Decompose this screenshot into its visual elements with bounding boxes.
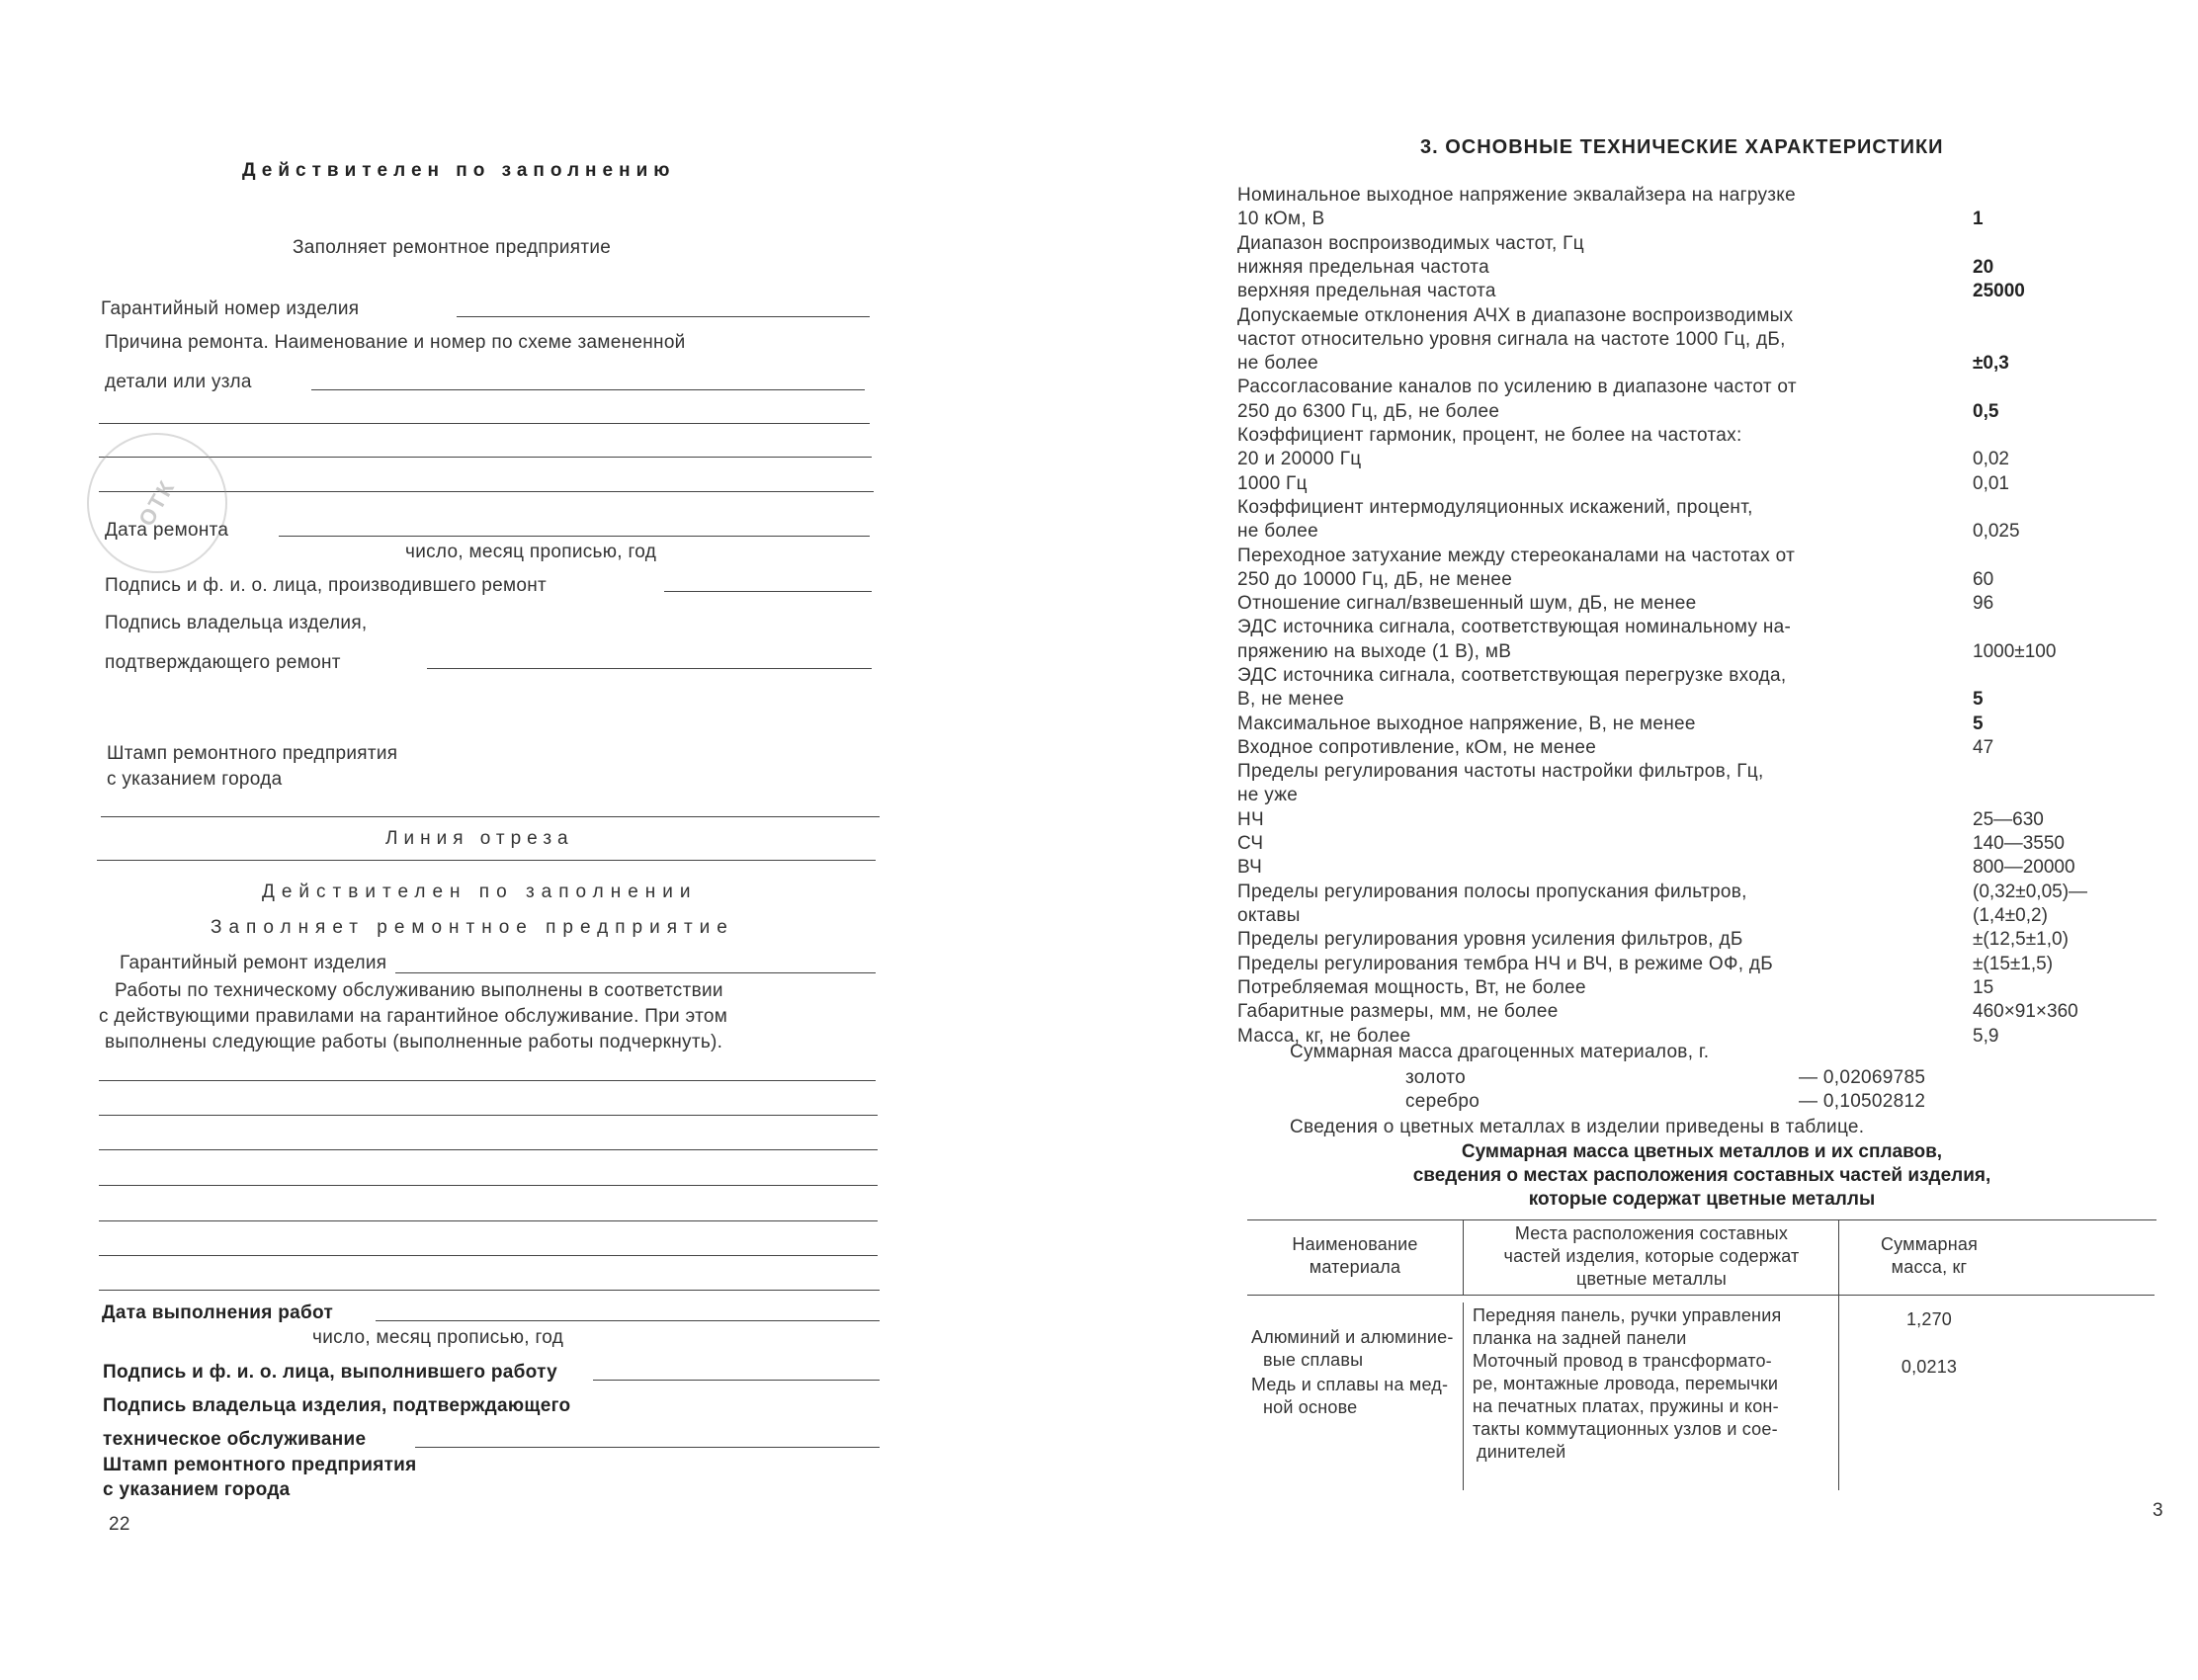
- spec-value: 1000±100: [1973, 640, 2057, 662]
- reason-line2: детали или узла: [105, 372, 252, 392]
- spec-label-line: Потребляемая мощность, Вт, не более: [1237, 976, 1586, 998]
- repair-date-label: Дата ремонта: [105, 520, 229, 541]
- spec-value: 0,02: [1973, 449, 2009, 470]
- reason-field-3[interactable]: [99, 457, 872, 458]
- works-field-5[interactable]: [99, 1220, 878, 1221]
- spec-label-line: ВЧ: [1237, 857, 1263, 879]
- warranty-number-field[interactable]: [457, 316, 870, 317]
- spec-value: 460×91×360: [1973, 1001, 2078, 1023]
- spec-row: [1237, 664, 1959, 713]
- owner-confirm-line2: техническое обслуживание: [103, 1429, 367, 1450]
- owner-signature-line2: подтверждающего ремонт: [105, 652, 341, 673]
- row2-location: [1473, 1350, 1834, 1464]
- row2-mass: 0,0213: [1901, 1357, 1958, 1377]
- spec-value: 0,5: [1973, 400, 1999, 422]
- works-line3: выполнены следующие работы (выполненные работы подчеркнуть).: [105, 1032, 723, 1052]
- row1-mass: 1,270: [1905, 1309, 1953, 1329]
- row1-material-line1: Алюминий и алюминие-: [1251, 1327, 1454, 1347]
- header-mass: [1840, 1233, 2018, 1279]
- spec-row: [1237, 953, 1959, 976]
- spec-row: [1237, 760, 1959, 808]
- works-field-7[interactable]: [99, 1290, 880, 1291]
- works-field-6[interactable]: [99, 1255, 878, 1256]
- performer-signature-label: Подпись и ф. и. о. лица, выполнившего работу: [103, 1362, 558, 1383]
- row1-location: [1473, 1304, 1834, 1350]
- row1-material: [1251, 1326, 1459, 1372]
- table-title-line2: сведения о местах расположения составных частей изделия,: [1412, 1165, 1991, 1186]
- spec-value: 20: [1973, 256, 1994, 278]
- spec-row: [1237, 376, 1959, 424]
- spec-row: [1237, 496, 1959, 545]
- header-mass-line1: Суммарная: [1880, 1234, 1979, 1254]
- spec-value: 5,9: [1973, 1025, 1999, 1047]
- spec-label-line: 10 кОм, В: [1237, 209, 1325, 230]
- spec-label-line: 20 и 20000 Гц: [1237, 449, 1362, 470]
- spec-label-line: не уже: [1237, 785, 1299, 806]
- spec-value: 5: [1973, 713, 1984, 734]
- owner-signature-field[interactable]: [427, 668, 872, 669]
- row2-material-line2: ной основе: [1263, 1397, 1358, 1417]
- stamp-line2: с указанием города: [107, 769, 283, 790]
- row2-location-line3: на печатных платах, пружины и кон-: [1473, 1396, 1779, 1416]
- page-number-left: 22: [109, 1514, 130, 1535]
- spec-row: [1237, 232, 1959, 256]
- completion-date-label: Дата выполнения работ: [102, 1302, 334, 1323]
- spec-row: [1237, 928, 1959, 952]
- works-field-4[interactable]: [99, 1185, 878, 1186]
- spec-label-line: ЭДС источника сигнала, соответствующая номинальному на-: [1237, 617, 1792, 638]
- repair-date-field[interactable]: [279, 536, 870, 537]
- repairer-signature-field[interactable]: [664, 591, 872, 592]
- precious-name: серебро: [1405, 1091, 1480, 1112]
- owner-confirm-line1: Подпись владельца изделия, подтверждающего: [103, 1395, 571, 1416]
- section2-title: Действителен по заполнении: [262, 882, 698, 902]
- spec-label-line: Входное сопротивление, кОм, не менее: [1237, 736, 1597, 758]
- row1-material-line2: вые сплавы: [1263, 1350, 1364, 1370]
- header-location-line2: частей изделия, которые содержат: [1503, 1246, 1800, 1266]
- table-title-line3: которые содержат цветные металлы: [1528, 1189, 1876, 1210]
- spec-label-line: Коэффициент интермодуляционных искажений, процент,: [1237, 496, 1753, 518]
- spec-row: [1237, 304, 1959, 377]
- row1-location-line2: планка на задней панели: [1473, 1328, 1687, 1348]
- header-mass-line2: масса, кг: [1891, 1257, 1968, 1277]
- spec-row: [1237, 713, 1959, 736]
- spec-row: [1237, 832, 1959, 856]
- spec-value: 25000: [1973, 281, 2025, 302]
- performer-signature-field[interactable]: [593, 1380, 880, 1381]
- table-top-border: [1247, 1219, 2156, 1220]
- table-title: [1247, 1140, 2156, 1212]
- spec-row: [1237, 856, 1959, 880]
- owner-confirm-field[interactable]: [415, 1447, 880, 1448]
- works-line2: с действующими правилами на гарантийное обслуживание. При этом: [99, 1006, 728, 1027]
- spec-label-line: Допускаемые отклонения АЧХ в диапазоне воспроизводимых: [1237, 304, 1794, 326]
- spec-label-line: Отношение сигнал/взвешенный шум, дБ, не менее: [1237, 593, 1697, 615]
- row2-location-line5: динителей: [1477, 1442, 1566, 1462]
- spec-label-line: Пределы регулирования частоты настройки фильтров, Гц,: [1237, 761, 1764, 783]
- spec-value-continued: (1,4±0,2): [1973, 905, 2048, 926]
- repairer-signature-label: Подпись и ф. и. о. лица, производившего ремонт: [105, 575, 548, 596]
- spec-label-line: В, не менее: [1237, 689, 1345, 711]
- spec-row: [1237, 616, 1959, 664]
- table-divider-1b: [1463, 1302, 1464, 1490]
- spec-row: [1237, 545, 1959, 593]
- spec-value: 47: [1973, 736, 1994, 758]
- repair-date-hint: число, месяц прописью, год: [405, 542, 657, 562]
- spec-row: [1237, 592, 1959, 616]
- spec-label-line: октавы: [1237, 904, 1301, 926]
- warranty-number-label: Гарантийный номер изделия: [101, 298, 360, 319]
- spec-value: 0,025: [1973, 521, 2020, 543]
- stamp-mark: [61, 407, 253, 599]
- spec-row: [1237, 280, 1959, 303]
- spec-value: ±0,3: [1973, 353, 2009, 375]
- section1-subtitle: Заполняет ремонтное предприятие: [293, 237, 612, 258]
- row1-location-line1: Передняя панель, ручки управления: [1473, 1305, 1782, 1325]
- spec-value: 5: [1973, 689, 1984, 711]
- row2-material-line1: Медь и сплавы на мед-: [1251, 1375, 1449, 1394]
- works-field-3[interactable]: [99, 1149, 878, 1150]
- spec-row: [1237, 1000, 1959, 1024]
- warranty-repair-field[interactable]: [395, 972, 876, 973]
- spec-label-line: Пределы регулирования тембра НЧ и ВЧ, в режиме ОФ, дБ: [1237, 953, 1774, 974]
- spec-value: 96: [1973, 593, 1994, 615]
- row2-location-line4: такты коммутационных узлов и сое-: [1473, 1419, 1778, 1439]
- spec-row: [1237, 184, 1959, 232]
- spec-label-line: НЧ: [1237, 808, 1264, 830]
- spec-label-line: 1000 Гц: [1237, 472, 1308, 494]
- warranty-repair-label: Гарантийный ремонт изделия: [120, 953, 387, 973]
- spec-value: 60: [1973, 568, 1994, 590]
- spec-value: 800—20000: [1973, 857, 2075, 879]
- precious-heading: Суммарная масса драгоценных материалов, г.: [1290, 1042, 1710, 1062]
- header-material: [1247, 1233, 1463, 1279]
- stamp2-line1: Штамп ремонтного предприятия: [103, 1455, 417, 1475]
- spec-row: [1237, 448, 1959, 471]
- works-line1: Работы по техническому обслуживанию выполнены в соответствии: [115, 980, 723, 1001]
- spec-label-line: пряжению на выходе (1 В), мВ: [1237, 640, 1512, 662]
- header-material-line1: Наименование: [1292, 1234, 1418, 1254]
- spec-value: ±(15±1,5): [1973, 953, 2054, 974]
- works-field-1[interactable]: [99, 1080, 876, 1081]
- spec-label-line: Пределы регулирования уровня усиления фильтров, дБ: [1237, 929, 1743, 951]
- spec-value: 15: [1973, 976, 1994, 998]
- spec-label-line: Максимальное выходное напряжение, В, не менее: [1237, 713, 1696, 734]
- spec-row: [1237, 736, 1959, 760]
- reason-field-1[interactable]: [311, 389, 865, 390]
- works-field-2[interactable]: [99, 1115, 878, 1116]
- row2-material: [1251, 1374, 1459, 1419]
- table-divider-2: [1838, 1219, 1839, 1490]
- cut-line-bottom: [97, 860, 876, 861]
- spec-row: [1237, 424, 1959, 448]
- spec-label-line: 250 до 10000 Гц, дБ, не менее: [1237, 568, 1513, 590]
- spec-label-line: Рассогласование каналов по усилению в диапазоне частот от: [1237, 377, 1797, 398]
- precious-value: — 0,02069785: [1799, 1067, 1926, 1088]
- row2-location-line1: Моточный провод в трансформато-: [1473, 1351, 1772, 1371]
- table-header-border: [1247, 1295, 2155, 1296]
- spec-label-line: 250 до 6300 Гц, дБ, не более: [1237, 400, 1500, 422]
- spec-label-line: Переходное затухание между стереоканалами на частотах от: [1237, 545, 1796, 566]
- reason-line1: Причина ремонта. Наименование и номер по схеме замененной: [105, 332, 686, 353]
- header-location: [1465, 1222, 1838, 1291]
- spec-value: ±(12,5±1,0): [1973, 929, 2069, 951]
- spec-value: 140—3550: [1973, 833, 2065, 855]
- cut-line-top: [101, 816, 880, 817]
- spec-label-line: СЧ: [1237, 833, 1264, 855]
- spec-label-line: частот относительно уровня сигнала на частоте 1000 Гц, дБ,: [1237, 328, 1786, 350]
- nonferrous-note: Сведения о цветных металлах в изделии приведены в таблице.: [1290, 1117, 1865, 1137]
- precious-name: золото: [1405, 1067, 1466, 1088]
- cut-line-label: Линия отреза: [385, 828, 574, 849]
- spec-value: 25—630: [1973, 808, 2044, 830]
- section2-subtitle: Заполняет ремонтное предприятие: [211, 917, 734, 938]
- spec-row: [1237, 976, 1959, 1000]
- spec-row: [1237, 808, 1959, 832]
- spec-label-line: Пределы регулирования полосы пропускания фильтров,: [1237, 881, 1747, 902]
- spec-value: 1: [1973, 209, 1984, 230]
- spec-label-line: Коэффициент гармоник, процент, не более на частотах:: [1237, 425, 1742, 446]
- spec-label-line: Масса, кг, не более: [1237, 1025, 1411, 1047]
- spec-row: [1237, 256, 1959, 280]
- section1-title: Действителен по заполнению: [242, 160, 676, 181]
- spec-label-line: Габаритные размеры, мм, не более: [1237, 1001, 1559, 1023]
- table-divider-1a: [1463, 1219, 1464, 1295]
- spec-row: [1237, 472, 1959, 496]
- spec-label-line: ЭДС источника сигнала, соответствующая перегрузке входа,: [1237, 665, 1787, 686]
- completion-date-field[interactable]: [376, 1320, 880, 1321]
- spec-label-line: не более: [1237, 521, 1318, 543]
- stamp-text: ОТК: [133, 474, 180, 531]
- spec-label-line: верхняя предельная частота: [1237, 281, 1496, 302]
- page-number-right: 3: [2153, 1500, 2163, 1521]
- spec-label-line: Номинальное выходное напряжение эквалайзера на нагрузке: [1237, 185, 1796, 206]
- spec-value: 0,01: [1973, 472, 2009, 494]
- spec-label-line: нижняя предельная частота: [1237, 256, 1489, 278]
- spec-row: [1237, 881, 1959, 929]
- spec-label-line: Диапазон воспроизводимых частот, Гц: [1237, 232, 1584, 254]
- row2-location-line2: ре, монтажные лровода, перемычки: [1473, 1374, 1779, 1393]
- header-material-line2: материала: [1309, 1257, 1401, 1277]
- completion-date-hint: число, месяц прописью, год: [312, 1327, 564, 1348]
- spec-value: (0,32±0,05)—: [1973, 881, 2088, 902]
- table-title-line1: Суммарная масса цветных металлов и их сплавов,: [1461, 1141, 1943, 1162]
- precious-value: — 0,10502812: [1799, 1091, 1926, 1112]
- owner-signature-line1: Подпись владельца изделия,: [105, 613, 368, 633]
- reason-field-2[interactable]: [99, 423, 870, 424]
- header-location-line3: цветные металлы: [1575, 1269, 1727, 1289]
- stamp2-line2: с указанием города: [103, 1479, 291, 1500]
- specs-heading: 3. ОСНОВНЫЕ ТЕХНИЧЕСКИЕ ХАРАКТЕРИСТИКИ: [1420, 136, 1944, 158]
- spec-label-line: не более: [1237, 353, 1318, 375]
- header-location-line1: Места расположения составных: [1514, 1223, 1789, 1243]
- stamp-line1: Штамп ремонтного предприятия: [107, 743, 398, 764]
